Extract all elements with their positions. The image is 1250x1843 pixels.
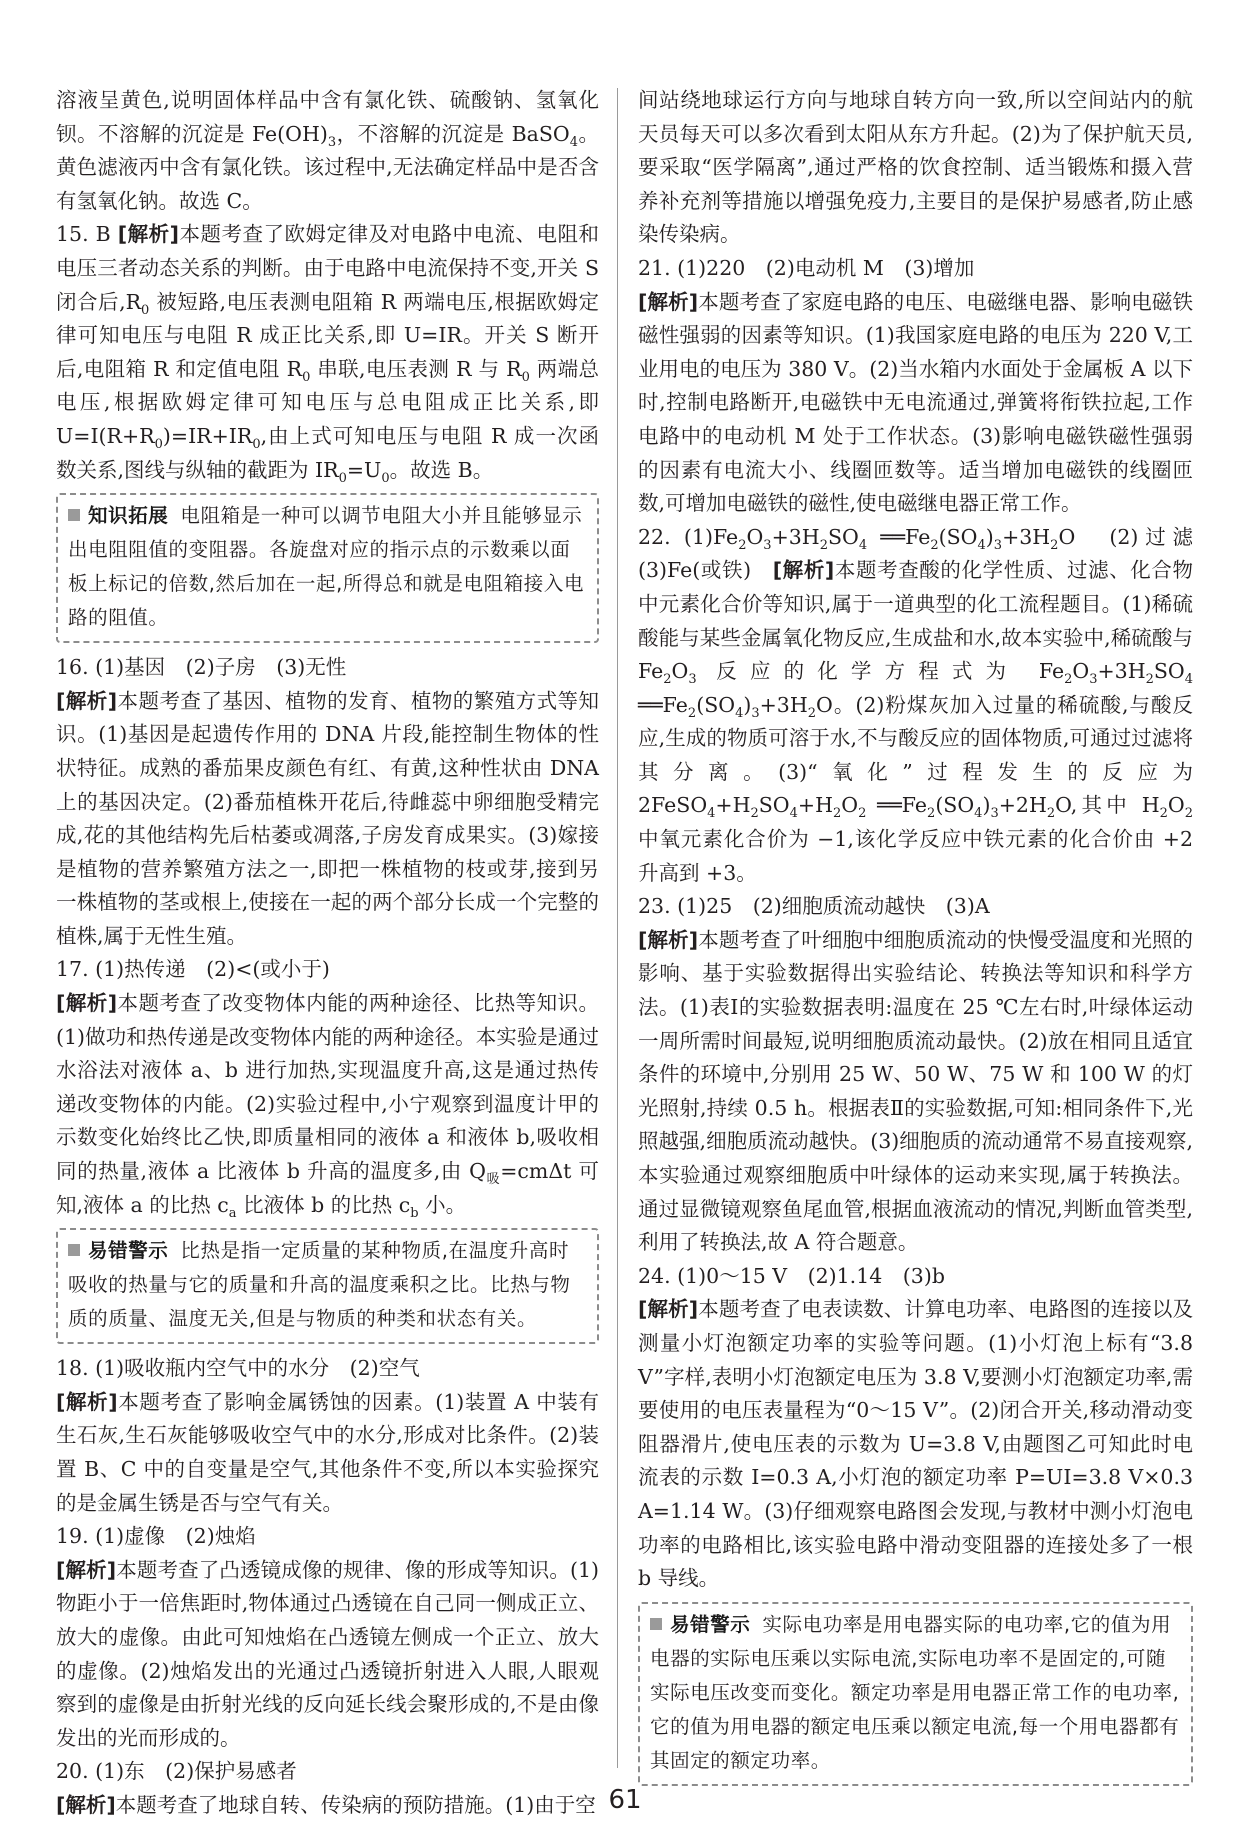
left-paragraph: 16. (1)基因 (2)子房 (3)无性: [56, 655, 347, 680]
left-paragraph: 17. (1)热传递 (2)<(或小于): [56, 957, 330, 982]
right-paragraph: 21. (1)220 (2)电动机 M (3)增加: [638, 255, 975, 280]
left-paragraph: 溶液呈黄色,说明固体样品中含有氯化铁、硫酸钠、氢氧化钡。不溶解的沉淀是 $Fe(OH)_3$，不溶解的沉淀是 BaSO$_4$。黄色滤液丙中含有氯化铁。该过程中,无法确定样品中是否含有氢氧化钠。故选 C。: [56, 88, 599, 213]
analysis-tag: [解析]: [56, 688, 118, 713]
tip-box-title: 知识拓展: [68, 504, 168, 527]
square-bullet-icon: [650, 1618, 662, 1630]
analysis-tag: [解析]: [56, 991, 118, 1016]
page-number: 61: [608, 1785, 642, 1815]
tip-box-text: 比热是指一定质量的某种物质,在温度升高时吸收的热量与它的质量和升高的温度乘积之比。比热与物质的质量、温度无关,但是与物质的种类和状态有关。: [68, 1239, 571, 1331]
right-paragraph: 22. $(1)Fe_2O_3+3H_2SO_4$ $══Fe_2(SO_4)_3+3H_2O$ (2)过滤 (3)Fe(或铁) [解析]本题考查酸的化学性质、过滤、化合物中元素化合价等知识,属于一道典型的化工流程题目。(1)稀硫酸能与某些金属氧化物反应,生成盐和水,故本实验中,稀硫酸与 $Fe_2O_3$ 反应的化学方程式为 $Fe_2O_3+3H_2SO_4$ $══Fe_2(SO_4)_3+3H_2O$。(2)粉煤灰加入过量的稀硫酸,与酸反应,生成的物质可溶于水,不与酸反应的固体物质,可通过过滤将其分离。(3)“氧化”过程发生的反应为 $2FeSO_4+H_2SO_4+H_2O_2$ $══Fe_2(SO_4)_3+2H_2O$,其中 $H_2O_2$ 中氧元素化合价为 −1,该化学反应中铁元素的化合价由 +2 升高到 +3。: [638, 524, 1214, 885]
analysis-tag: [解析]: [638, 1297, 699, 1322]
tip-box-text: 实际电功率是用电器实际的电功率,它的值为用电器的实际电压乘以实际电流,实际电功率不是固定的,可随实际电压改变而变化。额定功率是用电器正常工作的电功率,它的值为用电器的额定电压乘以额定电流,每一个用电器都有其固定的额定功率。: [650, 1612, 1180, 1772]
analysis-tag: [解析]: [56, 1557, 117, 1582]
analysis-tag: [解析]: [117, 222, 179, 247]
right-paragraph: [解析]本题考查了叶细胞中细胞质流动的快慢受温度和光照的影响、基于实验数据得出实验结论、转换法等知识和科学方法。(1)表Ⅰ的实验数据表明:温度在 25 ℃左右时,叶绿体运动一周所需时间最短,说明细胞质流动最快。(2)放在相同且适宜条件的环境中,分别用 25 W、50 W、75 W 和 100 W 的灯光照射,持续 0.5 h。根据表Ⅱ的实验数据,可知:相同条件下,光照越强,细胞质流动越快。(3)细胞质的流动通常不易直接观察,本实验通过观察细胞质中叶绿体的运动来实现,属于转换法。通过显微镜观察鱼尾血管,根据血液流动的情况,判断血管类型,利用了转换法,故 A 符合题意。: [638, 927, 1193, 1255]
analysis-tag: [解析]: [638, 927, 699, 952]
left-paragraph: [解析]本题考查了改变物体内能的两种途径、比热等知识。(1)做功和热传递是改变物体内能的两种途径。本实验是通过水浴法对液体 a、b 进行加热,实现温度升高,这是通过热传递改变物体的内能。(2)实验过程中,小宁观察到温度计甲的示数变化始终比乙快,即质量相同的液体 a 和液体 b,吸收相同的热量,液体 a 比液体 b 升高的温度多,由 $Q_吸=cm\Delta t$ 可知,液体 a 的比热 $c_a$ 比液体 b 的比热 $c_b$ 小。: [56, 991, 600, 1221]
left-paragraph: 19. (1)虚像 (2)烛焰: [56, 1524, 256, 1549]
left-tip-box: [56, 493, 599, 643]
left-paragraph: 20. (1)东 (2)保护易感者: [56, 1759, 297, 1784]
left-paragraph: [解析]本题考查了凸透镜成像的规律、像的形成等知识。(1)物距小于一倍焦距时,物体通过凸透镜在自己同一侧成正立、放大的虚像。由此可知烛焰在凸透镜左侧成一个正立、放大的虚像。(2)烛焰发出的光通过凸透镜折射进入人眼,人眼观察到的虚像是由折射光线的反向延长线会聚形成的,不是由像发出的光而形成的。: [56, 1557, 599, 1750]
left-tip-box: [56, 1228, 599, 1344]
left-paragraph: 18. (1)吸收瓶内空气中的水分 (2)空气: [56, 1356, 420, 1381]
tip-box-text: 电阻箱是一种可以调节电阻大小并且能够显示出电阻阻值的变阻器。各旋盘对应的指示点的示数乘以面板上标记的倍数,然后加在一起,所得总和就是电阻箱接入电路的阻值。: [68, 504, 585, 630]
analysis-tag: [解析]: [772, 558, 835, 583]
right-paragraph: [解析]本题考查了电表读数、计算电功率、电路图的连接以及测量小灯泡额定功率的实验等问题。(1)小灯泡上标有“3.8 V”字样,表明小灯泡额定电压为 3.8 V,要测小灯泡额定功率,需要使用的电压表量程为“0～15 V”。(2)闭合开关,移动滑动变阻器滑片,使电压表的示数为 U=3.8 V,由题图乙可知此时电流表的示数 I=0.3 A,小灯泡的额定功率 P=UI=3.8 V×0.3 A=1.14 W。(3)仔细观察电路图会发现,与教材中测小灯泡电功率的电路相比,该实验电路中滑动变阻器的连接处多了一根 b 导线。: [638, 1297, 1193, 1591]
analysis-tag: [解析]: [56, 1389, 118, 1414]
left-paragraph: [解析]本题考查了影响金属锈蚀的因素。(1)装置 A 中装有生石灰,生石灰能够吸收空气中的水分,形成对比条件。(2)装置 B、C 中的自变量是空气,其他条件不变,所以本实验探究的是金属生锈是否与空气有关。: [56, 1389, 600, 1515]
right-paragraph: 23. (1)25 (2)细胞质流动越快 (3)A: [638, 894, 990, 919]
right-column: [638, 84, 1214, 1794]
right-tip-box: [638, 1602, 1193, 1786]
analysis-tag: [解析]: [638, 289, 699, 314]
square-bullet-icon: [68, 1244, 80, 1256]
right-paragraph: [解析]本题考查了家庭电路的电压、电磁继电器、影响电磁铁磁性强弱的因素等知识。(1)我国家庭电路的电压为 220 V,工业用电的电压为 380 V。(2)当水箱内水面处于金属板 A 以下时,控制电路断开,电磁铁中无电流通过,弹簧将衔铁拉起,工作电路中的电动机 M 处于工作状态。(3)影响电磁铁磁性强弱的因素有电流大小、线圈匝数等。适当增加电磁铁的线圈匝数,可增加电磁铁的磁性,使电磁继电器正常工作。: [638, 289, 1193, 516]
right-paragraph: 24. (1)0～15 V (2)1.14 (3)b: [638, 1263, 945, 1288]
left-paragraph: 15. B [解析]本题考查了欧姆定律及对电路中电流、电阻和电压三者动态关系的判断。由于电路中电流保持不变,开关 S 闭合后$,R_0$ 被短路,电压表测电阻箱 R 两端电压,根据欧姆定律可知电压与电阻 R 成正比关系,即 U=IR。开关 S 断开后,电阻箱 R 和定值电阻 $R_0$ 串联,电压表测 R 与 $R_0$ 两端总电压,根据欧姆定律可知电压与总电阻成正比关系,即 $U=I(R+R_0)=IR+IR_0$,由上式可知电压与电阻 R 成一次函数关系,图线与纵轴的截距为 $IR_0=U_0$。故选 B。: [56, 222, 599, 486]
column-divider: [617, 88, 618, 1768]
tip-box-title: 易错警示: [68, 1239, 168, 1262]
analysis-tag: [解析]: [56, 1792, 116, 1817]
left-column: [56, 84, 599, 1823]
tip-box-title: 易错警示: [650, 1613, 750, 1636]
left-paragraph: [解析]本题考查了地球自转、传染病的预防措施。(1)由于空: [56, 1792, 596, 1817]
left-paragraph: [解析]本题考查了基因、植物的发育、植物的繁殖方式等知识。(1)基因是起遗传作用的 DNA 片段,能控制生物体的性状特征。成熟的番茄果皮颜色有红、有黄,这种性状由 DNA 上的基因决定。(2)番茄植株开花后,待雌蕊中卵细胞受精完成,花的其他结构先后枯萎或凋落,子房发育成果实。(3)嫁接是植物的营养繁殖方法之一,即把一株植物的枝或芽,接到另一株植物的茎或根上,使接在一起的两个部分长成一个完整的植株,属于无性生殖。: [56, 688, 600, 948]
square-bullet-icon: [68, 509, 80, 521]
right-paragraph: 间站绕地球运行方向与地球自转方向一致,所以空间站内的航天员每天可以多次看到太阳从东方升起。(2)为了保护航天员,要采取“医学隔离”,通过严格的饮食控制、适当锻炼和摄入营养补充剂等措施以增强免疫力,主要目的是保护易感者,防止感染传染病。: [638, 88, 1193, 247]
